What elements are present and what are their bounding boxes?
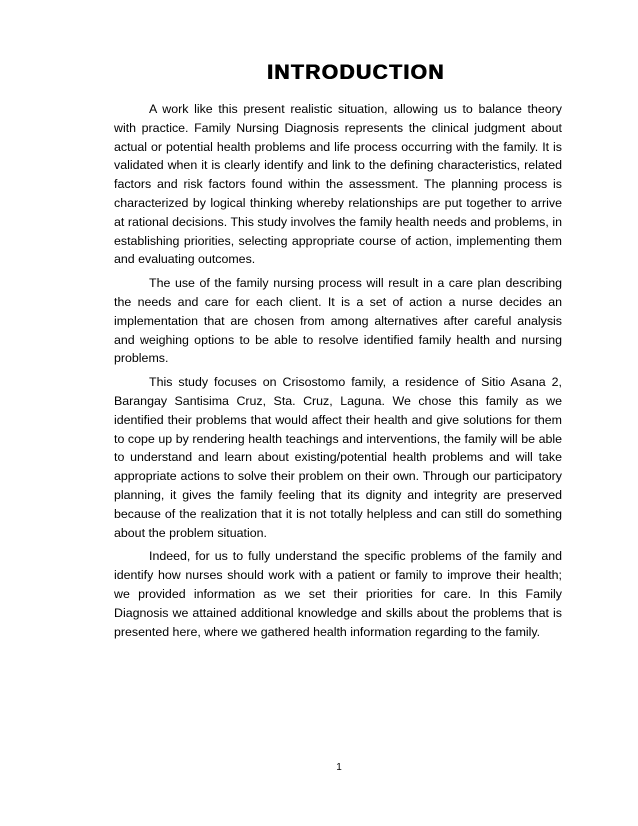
paragraph-2: The use of the family nursing process will result in a care plan describing the needs and care for each client. It is a set of action a nurse decides an implementation that are chosen from among alternatives after careful analysis and weighing options to be able to resolve identified family health and nursing problems. <box>114 276 562 366</box>
paragraph-3: This study focuses on Crisostomo family, a residence of Sitio Asana 2, Barangay Santisima Cruz, Sta. Cruz, Laguna. We chose this family as we identified their problems that would affect their health and give solutions for them to cope up by rendering health teachings and interventions, the family will be able to understand and learn about existing/potential health problems and will take appropriate actions to solve their problem on their own. Through our participatory planning, it gives the family feeling that its dignity and integrity are preserved because of the realization that it is not totally helpless and can still do something about the problem situation. <box>114 375 562 540</box>
page-title: INTRODUCTION <box>267 61 445 84</box>
paragraph-4: Indeed, for us to fully understand the specific problems of the family and identify how nurses should work with a patient or family to improve their health; we provided information as we set their priorities for care. In this Family Diagnosis we attained additional knowledge and skills about the problems that is presented here, where we gathered health information regarding to the family. <box>114 549 562 639</box>
body-text <box>114 100 562 646</box>
page-number: 1 <box>336 762 342 773</box>
paragraph-1: A work like this present realistic situation, allowing us to balance theory with practice. Family Nursing Diagnosis represents the clinical judgment about actual or potential health problems and life process occurring with the family. It is validated when it is clearly identify and link to the defining characteristics, related factors and risk factors found within the assessment. The planning process is characterized by logical thinking whereby relationships are put together to arrive at rational decisions. This study involves the family health needs and problems, in establishing priorities, selecting appropriate course of action, implementing them and evaluating outcomes. <box>114 102 562 267</box>
